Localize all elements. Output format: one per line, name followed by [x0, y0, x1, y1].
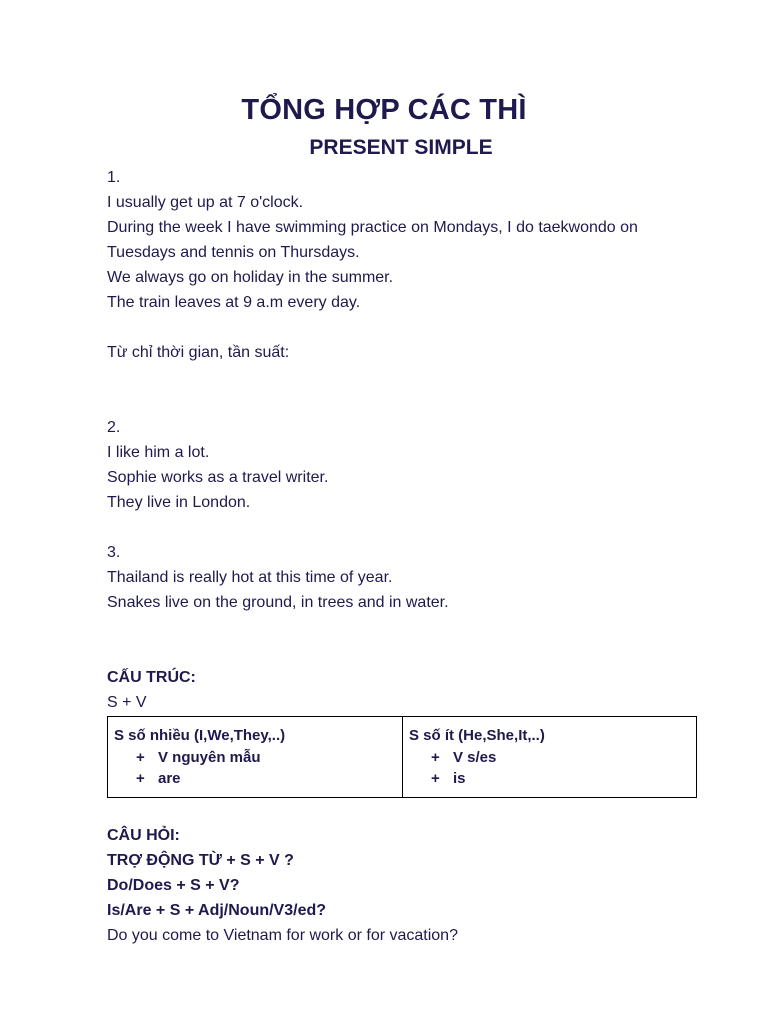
plus-bullet: + [431, 770, 440, 787]
question-rule-3: Is/Are + S + Adj/Noun/V3/ed? [107, 901, 327, 919]
section-1-line-2: During the week I have swimming practice on Mondays, I do taekwondo on Tuesdays and tennis on Thursdays. [107, 219, 638, 261]
plural-subject-item-2: + are [114, 768, 396, 790]
question-heading: CÂU HỎI: [107, 826, 180, 844]
singular-subject-cell [403, 717, 697, 798]
section-1-line-4: The train leaves at 9 a.m every day. [107, 294, 361, 311]
section-2-number: 2. [107, 419, 121, 436]
section-3-line-1: Thailand is really hot at this time of year. [107, 569, 393, 586]
section-1-number: 1. [107, 169, 121, 186]
singular-subject-item-1: + V s/es [409, 747, 690, 769]
section-1-note: Từ chỉ thời gian, tần suất: [107, 344, 290, 361]
plus-bullet: + [431, 748, 440, 766]
question-example: Do you come to Vietnam for work or for vacation? [107, 926, 458, 944]
plus-bullet: + [136, 770, 145, 787]
structure-formula: S + V [107, 694, 147, 711]
section-2-line-1: I like him a lot. [107, 444, 210, 461]
section-1-line-3: We always go on holiday in the summer. [107, 269, 394, 286]
section-2-line-3: They live in London. [107, 494, 251, 511]
plural-subject-header: S số nhiều (I,We,They,..) [114, 727, 286, 744]
question-rule-2: Do/Does + S + V? [107, 876, 240, 894]
section-1-line-1: I usually get up at 7 o'clock. [107, 194, 304, 211]
structure-heading: CẤU TRÚC: [107, 669, 196, 686]
singular-subject-item-2: + is [409, 768, 690, 790]
question-rule-1: TRỢ ĐỘNG TỪ + S + V ? [107, 851, 294, 869]
document-title: TỔNG HỢP CÁC THÌ [241, 94, 527, 126]
section-3-line-2: Snakes live on the ground, in trees and in water. [107, 594, 449, 611]
plus-bullet: + [136, 748, 145, 766]
section-2-line-2: Sophie works as a travel writer. [107, 469, 329, 486]
plural-subject-cell [108, 717, 403, 798]
document-body [107, 165, 707, 948]
section-3-number: 3. [107, 544, 121, 561]
singular-subject-header: S số ít (He,She,It,..) [409, 727, 545, 744]
structure-table [107, 716, 697, 798]
document-subtitle: PRESENT SIMPLE [309, 136, 493, 159]
plural-subject-item-1: + V nguyên mẫu [114, 747, 396, 769]
